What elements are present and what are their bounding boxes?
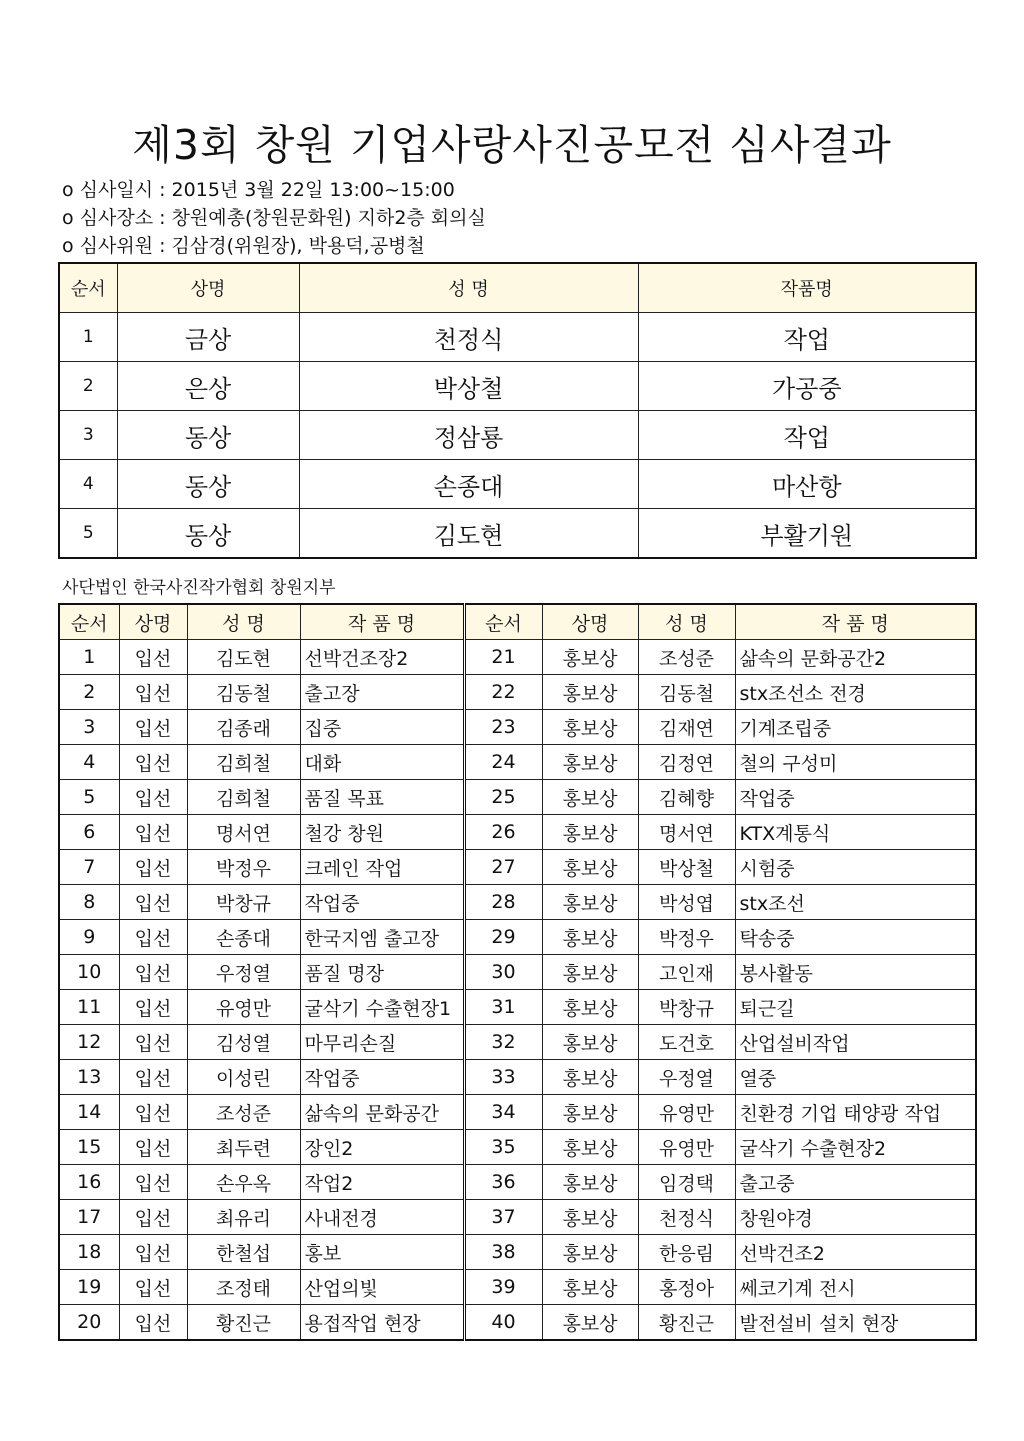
entry-name: 김동철 xyxy=(187,675,300,710)
organization-label: 사단법인 한국사진작가협회 창원지부 xyxy=(62,578,336,598)
entry-number: 13 xyxy=(59,1060,119,1095)
entry-number: 8 xyxy=(59,885,119,920)
entry-name: 천정식 xyxy=(638,1200,735,1235)
entry-work: 한국지엠 출고장 xyxy=(300,920,464,955)
entry-name: 이성린 xyxy=(187,1060,300,1095)
entry-prize: 홍보상 xyxy=(542,885,638,920)
entry-number: 12 xyxy=(59,1025,119,1060)
entry-row xyxy=(59,1025,976,1060)
entry-prize: 입선 xyxy=(119,1025,187,1060)
entry-name: 조성준 xyxy=(638,640,735,675)
entry-name: 홍정아 xyxy=(638,1270,735,1305)
entry-number: 31 xyxy=(464,990,542,1025)
entry-name: 유영만 xyxy=(638,1095,735,1130)
entry-prize: 홍보상 xyxy=(542,1235,638,1270)
entries-header-cell: 상명 xyxy=(542,604,638,640)
entry-name: 박창규 xyxy=(638,990,735,1025)
entry-work: 품질 목표 xyxy=(300,780,464,815)
entry-prize: 홍보상 xyxy=(542,1305,638,1341)
entry-prize: 홍보상 xyxy=(542,745,638,780)
entry-prize: 입선 xyxy=(119,815,187,850)
entry-work: 출고장 xyxy=(300,675,464,710)
info-venue: o 심사장소 : 창원예총(창원문화원) 지하2층 회의실 xyxy=(62,207,486,229)
entry-name: 명서연 xyxy=(187,815,300,850)
entry-prize: 입선 xyxy=(119,1130,187,1165)
awards-header-row xyxy=(59,263,976,313)
entry-prize: 입선 xyxy=(119,1165,187,1200)
entry-row xyxy=(59,640,976,675)
entry-name: 유영만 xyxy=(638,1130,735,1165)
entry-prize: 입선 xyxy=(119,1235,187,1270)
entry-number: 33 xyxy=(464,1060,542,1095)
entry-number: 9 xyxy=(59,920,119,955)
award-number: 2 xyxy=(59,362,117,411)
entry-number: 11 xyxy=(59,990,119,1025)
entry-number: 17 xyxy=(59,1200,119,1235)
entry-work: 장인2 xyxy=(300,1130,464,1165)
entry-number: 29 xyxy=(464,920,542,955)
entry-name: 김희철 xyxy=(187,780,300,815)
entry-prize: 홍보상 xyxy=(542,1060,638,1095)
entry-row xyxy=(59,675,976,710)
award-work: 가공중 xyxy=(638,362,976,411)
entry-name: 손우옥 xyxy=(187,1165,300,1200)
entry-number: 36 xyxy=(464,1165,542,1200)
entry-work: 친환경 기업 태양광 작업 xyxy=(735,1095,976,1130)
entry-row xyxy=(59,1130,976,1165)
entry-work: 작업중 xyxy=(300,1060,464,1095)
entry-number: 10 xyxy=(59,955,119,990)
entry-prize: 입선 xyxy=(119,990,187,1025)
entry-prize: 홍보상 xyxy=(542,920,638,955)
entry-number: 22 xyxy=(464,675,542,710)
entry-number: 1 xyxy=(59,640,119,675)
entry-name: 손종대 xyxy=(187,920,300,955)
entry-prize: 입선 xyxy=(119,955,187,990)
award-work: 부활기원 xyxy=(638,509,976,559)
entry-prize: 입선 xyxy=(119,1270,187,1305)
entry-name: 박성엽 xyxy=(638,885,735,920)
entry-name: 임경택 xyxy=(638,1165,735,1200)
entry-name: 한철섭 xyxy=(187,1235,300,1270)
entry-prize: 홍보상 xyxy=(542,815,638,850)
entry-number: 19 xyxy=(59,1270,119,1305)
entry-work: 선박건조2 xyxy=(735,1235,976,1270)
entry-name: 우정열 xyxy=(187,955,300,990)
entry-number: 39 xyxy=(464,1270,542,1305)
entry-work: KTX계통식 xyxy=(735,815,976,850)
entry-prize: 홍보상 xyxy=(542,1095,638,1130)
entry-row xyxy=(59,885,976,920)
entry-name: 김종래 xyxy=(187,710,300,745)
award-prize: 동상 xyxy=(117,509,299,559)
entry-name: 황진근 xyxy=(187,1305,300,1341)
entry-prize: 홍보상 xyxy=(542,780,638,815)
entry-work: 작업2 xyxy=(300,1165,464,1200)
entry-name: 한응림 xyxy=(638,1235,735,1270)
entry-number: 3 xyxy=(59,710,119,745)
entry-name: 조성준 xyxy=(187,1095,300,1130)
entry-prize: 홍보상 xyxy=(542,990,638,1025)
entry-work: 사내전경 xyxy=(300,1200,464,1235)
entry-prize: 홍보상 xyxy=(542,850,638,885)
awards-table xyxy=(58,262,977,559)
entry-number: 28 xyxy=(464,885,542,920)
entry-work: 창원야경 xyxy=(735,1200,976,1235)
entry-work: 철강 창원 xyxy=(300,815,464,850)
entry-row xyxy=(59,990,976,1025)
entry-name: 박창규 xyxy=(187,885,300,920)
award-work: 작업 xyxy=(638,411,976,460)
awards-table-body xyxy=(59,263,976,558)
entry-work: 열중 xyxy=(735,1060,976,1095)
entry-row xyxy=(59,1235,976,1270)
entry-work: 작업중 xyxy=(300,885,464,920)
entry-name: 박상철 xyxy=(638,850,735,885)
entry-number: 23 xyxy=(464,710,542,745)
award-row xyxy=(59,362,976,411)
entry-name: 김동철 xyxy=(638,675,735,710)
entry-name: 김도현 xyxy=(187,640,300,675)
awards-header-cell: 성 명 xyxy=(299,263,638,313)
entry-name: 박정우 xyxy=(187,850,300,885)
entry-row xyxy=(59,815,976,850)
info-date: o 심사일시 : 2015년 3월 22일 13:00~15:00 xyxy=(62,179,455,201)
entry-prize: 홍보상 xyxy=(542,640,638,675)
entry-prize: 입선 xyxy=(119,640,187,675)
entry-number: 2 xyxy=(59,675,119,710)
entry-work: 발전설비 설치 현장 xyxy=(735,1305,976,1341)
entry-prize: 홍보상 xyxy=(542,1025,638,1060)
entry-name: 박정우 xyxy=(638,920,735,955)
entry-work: 출고중 xyxy=(735,1165,976,1200)
entry-number: 16 xyxy=(59,1165,119,1200)
entry-name: 김정연 xyxy=(638,745,735,780)
entry-name: 김희철 xyxy=(187,745,300,780)
entry-number: 14 xyxy=(59,1095,119,1130)
entries-header-cell: 성 명 xyxy=(187,604,300,640)
entry-work: 작업중 xyxy=(735,780,976,815)
entry-row xyxy=(59,955,976,990)
entry-number: 5 xyxy=(59,780,119,815)
entry-row xyxy=(59,920,976,955)
entry-name: 황진근 xyxy=(638,1305,735,1341)
entry-number: 6 xyxy=(59,815,119,850)
entry-number: 21 xyxy=(464,640,542,675)
entry-name: 김재연 xyxy=(638,710,735,745)
award-name: 천정식 xyxy=(299,313,638,362)
entry-prize: 홍보상 xyxy=(542,675,638,710)
entry-work: 집중 xyxy=(300,710,464,745)
entry-work: 산업의빛 xyxy=(300,1270,464,1305)
award-name: 정삼룡 xyxy=(299,411,638,460)
entry-number: 27 xyxy=(464,850,542,885)
entry-work: stx조선 xyxy=(735,885,976,920)
entry-work: 품질 명장 xyxy=(300,955,464,990)
entry-prize: 입선 xyxy=(119,920,187,955)
entries-table xyxy=(58,603,977,1341)
entry-prize: 홍보상 xyxy=(542,1270,638,1305)
awards-header-cell: 작품명 xyxy=(638,263,976,313)
entries-header-cell: 성 명 xyxy=(638,604,735,640)
entry-work: 대화 xyxy=(300,745,464,780)
entry-prize: 홍보상 xyxy=(542,955,638,990)
entry-work: 삶속의 문화공간 xyxy=(300,1095,464,1130)
entry-prize: 홍보상 xyxy=(542,710,638,745)
entry-row xyxy=(59,780,976,815)
award-prize: 은상 xyxy=(117,362,299,411)
entry-work: 마무리손질 xyxy=(300,1025,464,1060)
award-row xyxy=(59,313,976,362)
entry-row xyxy=(59,745,976,780)
entry-prize: 홍보상 xyxy=(542,1130,638,1165)
entry-row xyxy=(59,1165,976,1200)
entry-work: 퇴근길 xyxy=(735,990,976,1025)
entry-work: 철의 구성미 xyxy=(735,745,976,780)
entry-name: 최유리 xyxy=(187,1200,300,1235)
entry-number: 35 xyxy=(464,1130,542,1165)
award-name: 김도현 xyxy=(299,509,638,559)
entry-prize: 입선 xyxy=(119,1060,187,1095)
award-work: 작업 xyxy=(638,313,976,362)
entries-table-body xyxy=(59,604,976,1340)
entry-prize: 입선 xyxy=(119,1200,187,1235)
award-name: 박상철 xyxy=(299,362,638,411)
entry-work: 쎄코기계 전시 xyxy=(735,1270,976,1305)
award-prize: 동상 xyxy=(117,460,299,509)
entries-header-cell: 작 품 명 xyxy=(735,604,976,640)
award-number: 5 xyxy=(59,509,117,559)
entry-number: 4 xyxy=(59,745,119,780)
awards-header-cell: 상명 xyxy=(117,263,299,313)
entry-prize: 입선 xyxy=(119,780,187,815)
award-number: 3 xyxy=(59,411,117,460)
entries-header-cell: 순서 xyxy=(59,604,119,640)
award-name: 손종대 xyxy=(299,460,638,509)
entries-header-cell: 순서 xyxy=(464,604,542,640)
entry-work: 용접작업 현장 xyxy=(300,1305,464,1341)
entry-number: 7 xyxy=(59,850,119,885)
entry-number: 32 xyxy=(464,1025,542,1060)
award-prize: 동상 xyxy=(117,411,299,460)
entry-number: 37 xyxy=(464,1200,542,1235)
entry-name: 김성열 xyxy=(187,1025,300,1060)
entry-work: 굴삭기 수출현장1 xyxy=(300,990,464,1025)
entry-work: 산업설비작업 xyxy=(735,1025,976,1060)
entry-work: 선박건조장2 xyxy=(300,640,464,675)
entry-prize: 입선 xyxy=(119,885,187,920)
entry-name: 조정태 xyxy=(187,1270,300,1305)
entry-work: 기계조립중 xyxy=(735,710,976,745)
entry-prize: 입선 xyxy=(119,1305,187,1341)
entry-work: 크레인 작업 xyxy=(300,850,464,885)
entry-name: 최두련 xyxy=(187,1130,300,1165)
entry-number: 38 xyxy=(464,1235,542,1270)
entry-number: 24 xyxy=(464,745,542,780)
entry-number: 20 xyxy=(59,1305,119,1341)
entry-row xyxy=(59,1305,976,1341)
entries-header-row xyxy=(59,604,976,640)
award-row xyxy=(59,460,976,509)
award-prize: 금상 xyxy=(117,313,299,362)
entry-number: 40 xyxy=(464,1305,542,1341)
entry-name: 명서연 xyxy=(638,815,735,850)
entries-header-cell: 작 품 명 xyxy=(300,604,464,640)
entry-work: 홍보 xyxy=(300,1235,464,1270)
entry-prize: 홍보상 xyxy=(542,1165,638,1200)
entry-work: 굴삭기 수출현장2 xyxy=(735,1130,976,1165)
entry-row xyxy=(59,1200,976,1235)
entry-row xyxy=(59,1060,976,1095)
entry-row xyxy=(59,850,976,885)
entry-prize: 입선 xyxy=(119,1095,187,1130)
entry-number: 25 xyxy=(464,780,542,815)
entry-prize: 입선 xyxy=(119,710,187,745)
entry-number: 15 xyxy=(59,1130,119,1165)
entry-prize: 홍보상 xyxy=(542,1200,638,1235)
entry-row xyxy=(59,1270,976,1305)
entry-name: 김혜향 xyxy=(638,780,735,815)
award-row xyxy=(59,509,976,559)
awards-header-cell: 순서 xyxy=(59,263,117,313)
award-number: 1 xyxy=(59,313,117,362)
entry-row xyxy=(59,710,976,745)
award-row xyxy=(59,411,976,460)
entry-number: 30 xyxy=(464,955,542,990)
entry-number: 18 xyxy=(59,1235,119,1270)
entry-row xyxy=(59,1095,976,1130)
award-number: 4 xyxy=(59,460,117,509)
entry-work: 탁송중 xyxy=(735,920,976,955)
entry-prize: 입선 xyxy=(119,850,187,885)
entry-number: 26 xyxy=(464,815,542,850)
entry-name: 고인재 xyxy=(638,955,735,990)
entry-number: 34 xyxy=(464,1095,542,1130)
entry-name: 도건호 xyxy=(638,1025,735,1060)
info-judges: o 심사위원 : 김삼경(위원장), 박용덕,공병철 xyxy=(62,235,425,257)
entry-name: 유영만 xyxy=(187,990,300,1025)
page-title: 제3회 창원 기업사랑사진공모전 심사결과 xyxy=(132,121,892,169)
entries-header-cell: 상명 xyxy=(119,604,187,640)
entry-name: 우정열 xyxy=(638,1060,735,1095)
award-work: 마산항 xyxy=(638,460,976,509)
entry-work: 시험중 xyxy=(735,850,976,885)
entry-prize: 입선 xyxy=(119,745,187,780)
entry-work: 삶속의 문화공간2 xyxy=(735,640,976,675)
entry-prize: 입선 xyxy=(119,675,187,710)
entry-work: 봉사활동 xyxy=(735,955,976,990)
entry-work: stx조선소 전경 xyxy=(735,675,976,710)
